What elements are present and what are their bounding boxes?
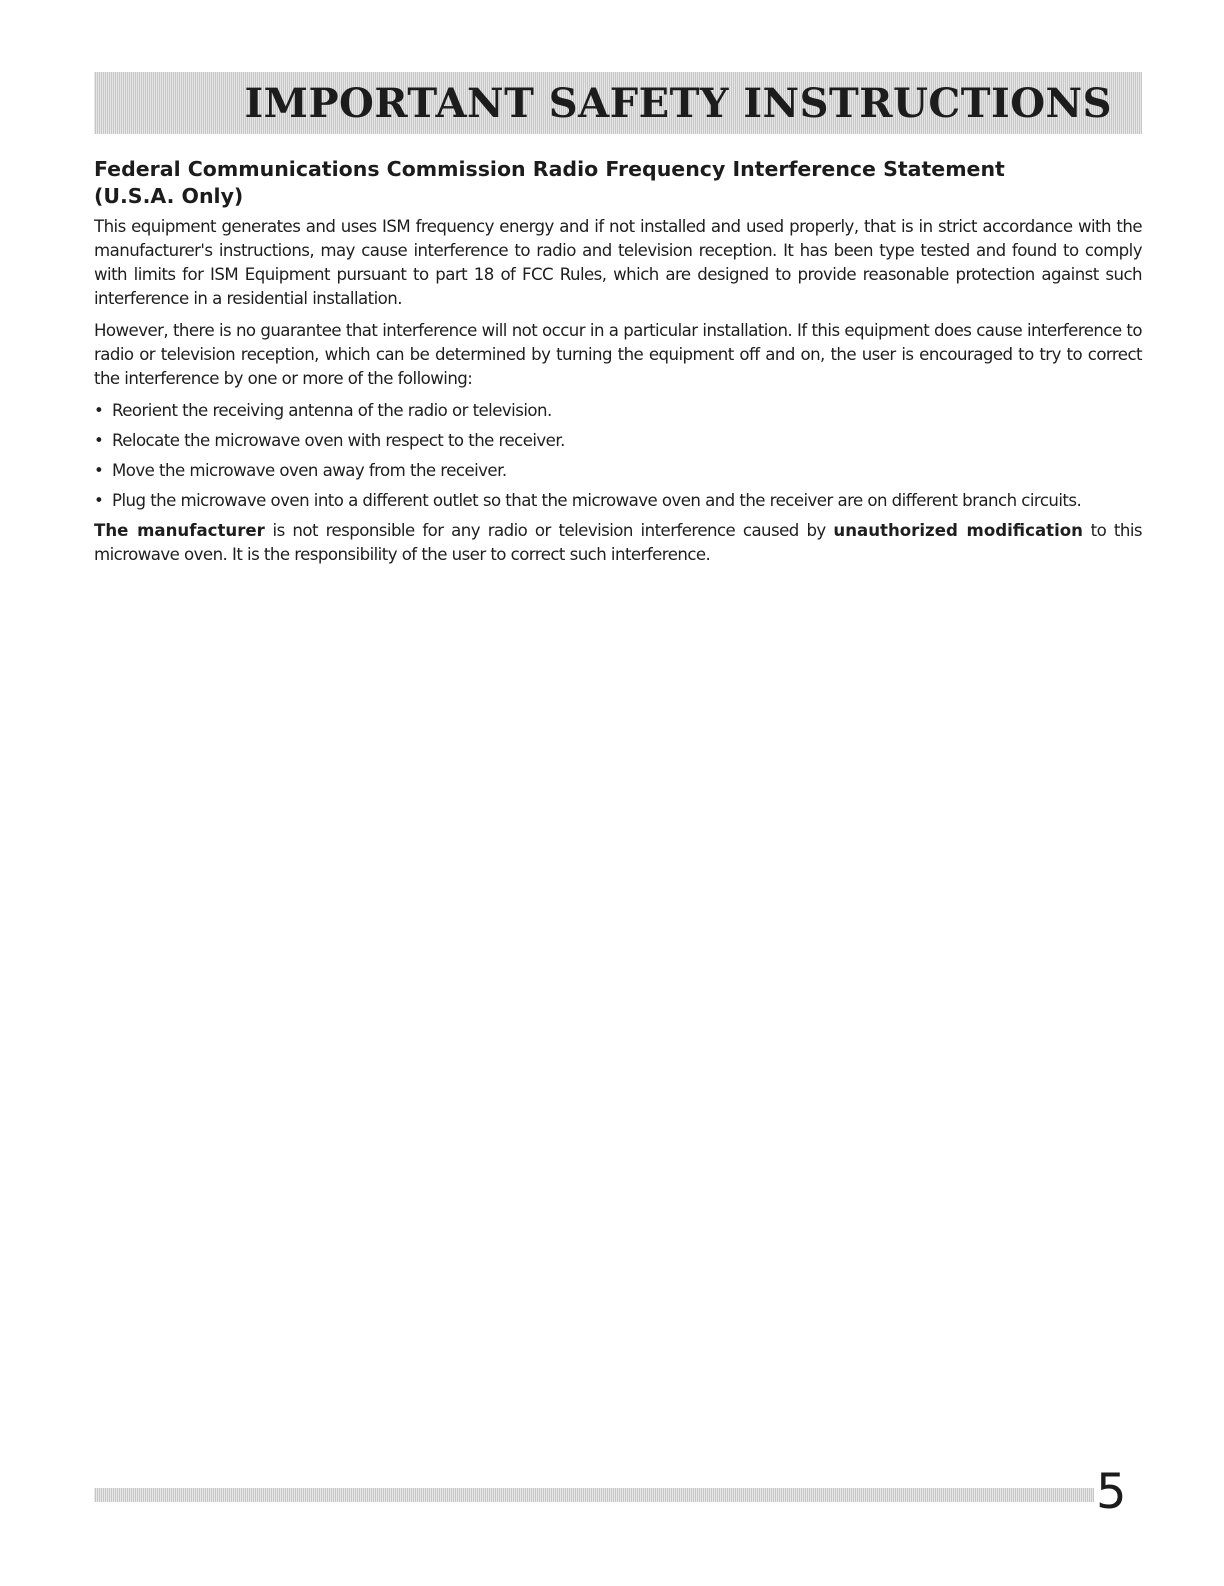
list-item	[94, 459, 1142, 483]
bullet-icon: •	[94, 431, 104, 450]
list-item	[94, 429, 1142, 453]
manufacturer-bold: The manufacturer	[94, 521, 265, 540]
bullet-icon: •	[94, 401, 104, 420]
list-item-text: Reorient the receiving antenna of the radio or television.	[112, 401, 552, 420]
closing-text-1: is not responsible for any radio or television interference caused by	[264, 521, 834, 540]
fcc-section	[94, 156, 1142, 575]
footer-bar	[94, 1488, 1094, 1502]
list-item	[94, 399, 1142, 423]
section-heading	[94, 156, 1142, 210]
list-item-text: Relocate the microwave oven with respect to the receiver.	[112, 431, 565, 450]
list-item-text: Move the microwave oven away from the receiver.	[112, 461, 507, 480]
unauthorized-modification-bold: unauthorized modification	[833, 521, 1083, 540]
section-heading-line2: (U.S.A. Only)	[94, 184, 244, 208]
page-title: IMPORTANT SAFETY INSTRUCTIONS	[244, 79, 1112, 127]
title-banner	[94, 72, 1142, 134]
bullet-icon: •	[94, 461, 104, 480]
paragraph-intro: This equipment generates and uses ISM frequency energy and if not installed and used properly, that is in strict accordance with the manufacturer's instructions, may cause interference to radio and television reception. It has been type tested and found to comply with limits for ISM Equipment pursuant to part 18 of FCC Rules, which are designed to provide reasonable protection against such interference in a residential installation.	[94, 217, 1142, 308]
page-number: 5	[1096, 1464, 1127, 1520]
paragraph-closing	[94, 519, 1142, 567]
remedy-list	[94, 399, 1142, 513]
list-item	[94, 489, 1142, 513]
closing-text-2: to this microwave oven. It is the responsibility of the user to correct such interference.	[94, 521, 1142, 564]
section-heading-line1: Federal Communications Commission Radio Frequency Interference Statement	[94, 157, 1005, 181]
bullet-icon: •	[94, 491, 104, 510]
paragraph-guarantee: However, there is no guarantee that interference will not occur in a particular installation. If this equipment does cause interference to radio or television reception, which can be determined by turning the equipment off and on, the user is encouraged to try to correct the interference by one or more of the following:	[94, 321, 1142, 388]
list-item-text: Plug the microwave oven into a different outlet so that the microwave oven and the receiver are on different branch circuits.	[112, 491, 1082, 510]
